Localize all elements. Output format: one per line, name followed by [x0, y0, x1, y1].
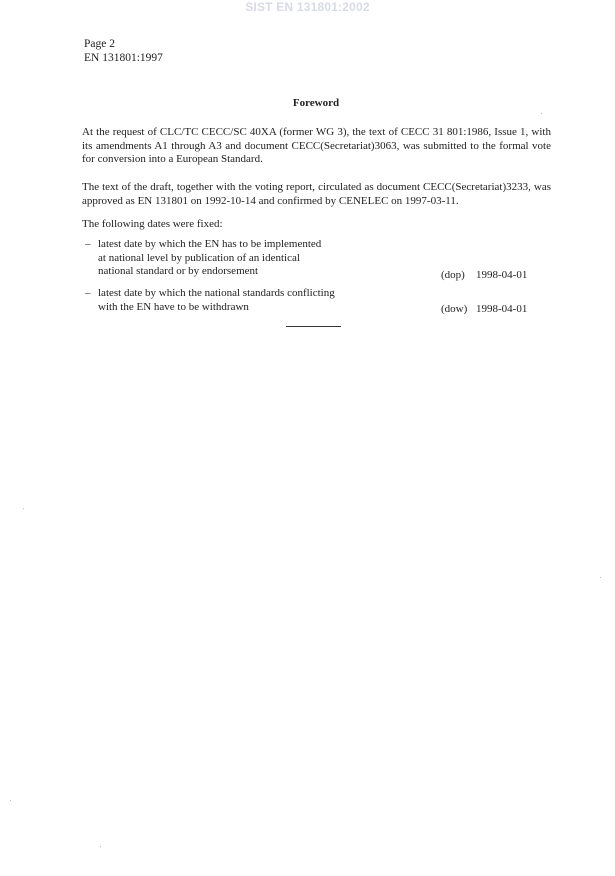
foreword-title: Foreword: [292, 97, 340, 109]
scan-speck: [541, 113, 542, 114]
page-header: [84, 37, 163, 65]
list-item-line: national standard or by endorsement: [98, 265, 259, 277]
list-item-line: latest date by which the EN has to be implemented: [98, 238, 322, 250]
date-code: (dow): [441, 303, 468, 315]
list-item-line: latest date by which the national standards conflicting: [98, 287, 335, 299]
list-item-text: [98, 238, 358, 279]
scan-speck: [100, 846, 101, 847]
page-number: Page 2: [84, 38, 115, 50]
list-dash: –: [85, 238, 91, 250]
dates-intro: The following dates were fixed:: [82, 218, 223, 230]
document-id: EN 131801:1997: [84, 52, 163, 64]
watermark: SIST EN 131801:2002: [245, 0, 370, 14]
end-rule: [286, 326, 341, 327]
scan-speck: [23, 508, 24, 509]
list-dash: –: [85, 287, 91, 299]
list-item-text: [98, 287, 358, 314]
date-code: (dop): [441, 269, 465, 281]
date-value: 1998-04-01: [476, 269, 528, 281]
date-value: 1998-04-01: [476, 303, 528, 315]
scan-speck: [10, 800, 11, 801]
foreword-paragraph-1: At the request of CLC/TC CECC/SC 40XA (former WG 3), the text of CECC 31 801:1986, Issue 1, with its amendments A1 through A3 and document CECC(Secretariat)3063, was submitted to the formal vote for conversion into a European Standard.: [82, 126, 551, 165]
list-item-line: at national level by publication of an identical: [98, 251, 300, 264]
foreword-paragraph-2: The text of the draft, together with the voting report, circulated as document CECC(Secretariat)3233, was approved as EN 131801 on 1992-10-14 and confirmed by CENELEC on 1997-03-11.: [82, 181, 551, 207]
scan-speck: [600, 577, 601, 578]
list-item-line: with the EN have to be withdrawn: [98, 300, 249, 313]
